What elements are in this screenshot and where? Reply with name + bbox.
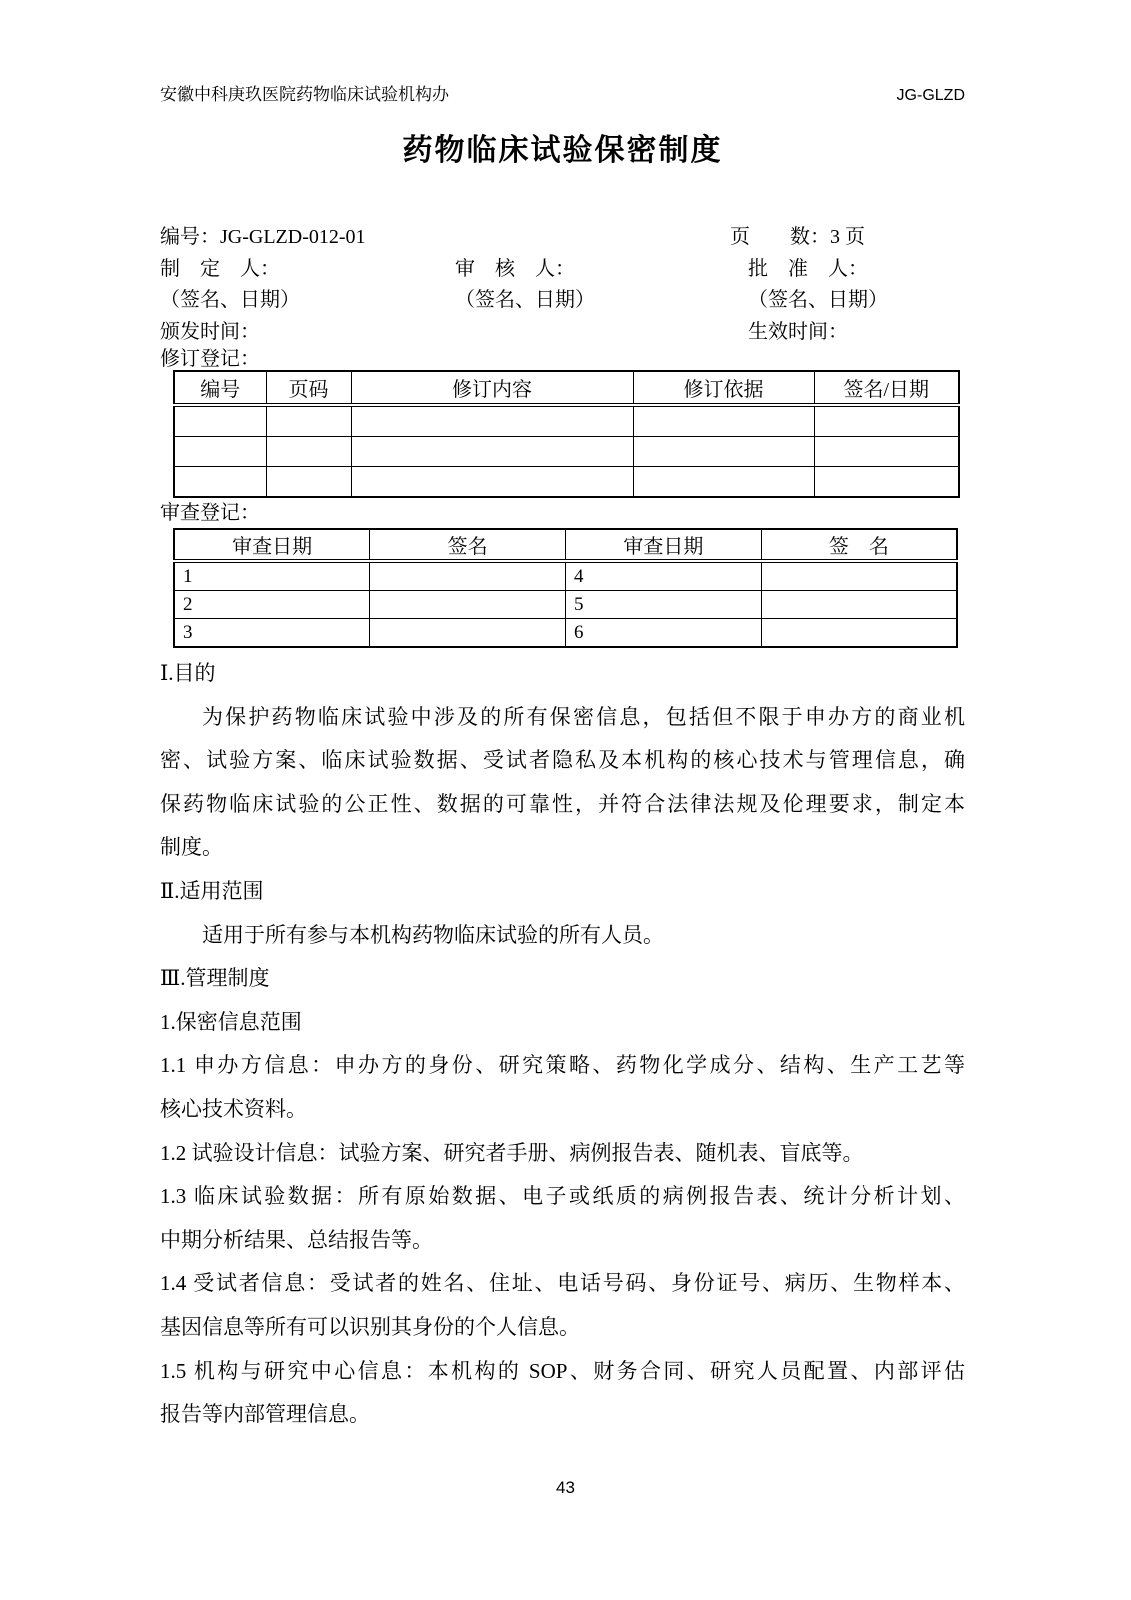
meta-row-4	[160, 317, 965, 349]
revision-col-basis: 修订依据	[633, 371, 814, 405]
review-table	[173, 528, 958, 648]
meta-row-3	[160, 285, 965, 317]
review-row-index: 1	[174, 561, 370, 591]
paragraph-line: 适用于所有参与本机构药物临床试验的所有人员。	[202, 922, 664, 947]
page-header	[160, 80, 965, 102]
page-number: 43	[556, 1478, 575, 1497]
issue-time-label: 颁发时间：	[160, 320, 260, 343]
table-row	[174, 437, 959, 467]
revision-col-no: 编号	[174, 371, 266, 405]
review-col-date-1: 审查日期	[174, 529, 370, 561]
sign-date-note-1: （签名、日期）	[160, 289, 300, 311]
doc-number: 编号：JG-GLZD-012-01	[160, 226, 366, 248]
revision-col-page: 页码	[266, 371, 351, 405]
maker-label: 制 定 人：	[160, 257, 280, 280]
review-row-index: 5	[566, 591, 762, 619]
revision-col-content: 修订内容	[351, 371, 633, 405]
list-item: 报告等内部管理信息。	[160, 1402, 370, 1427]
paragraph-line: 为保护药物临床试验中涉及的所有保密信息，包括但不限于申办方的商业机	[202, 704, 965, 729]
heading-scope: Ⅱ.适用范围	[160, 878, 264, 903]
review-row-index: 3	[174, 619, 370, 648]
reviewer-label: 审 核 人：	[455, 257, 575, 280]
header-doc-code: JG-GLZD	[896, 87, 965, 104]
table-row	[174, 591, 957, 619]
sign-date-note-3: （签名、日期）	[748, 289, 888, 311]
meta-row-2	[160, 254, 965, 286]
list-item: 1.4 受试者信息：受试者的姓名、住址、电话号码、身份证号、病历、生物样本、	[160, 1271, 965, 1296]
review-row-index: 4	[566, 561, 762, 591]
revision-col-sign-date: 签名/日期	[814, 371, 959, 405]
review-row-index: 6	[566, 619, 762, 648]
review-row-index: 2	[174, 591, 370, 619]
table-row	[174, 619, 957, 648]
table-row	[174, 405, 959, 437]
list-item: 1.5 机构与研究中心信息：本机构的 SOP、财务合同、研究人员配置、内部评估	[160, 1358, 965, 1383]
meta-row-5	[160, 348, 965, 370]
meta-block	[160, 222, 965, 370]
meta-row-1	[160, 222, 965, 254]
review-col-sign-2: 签 名	[761, 529, 957, 561]
review-register-label: 审查登记：	[160, 502, 260, 524]
table-row	[174, 561, 957, 591]
list-item: 1.3 临床试验数据：所有原始数据、电子或纸质的病例报告表、统计分析计划、	[160, 1184, 965, 1209]
list-item: 1.1 申办方信息：申办方的身份、研究策略、药物化学成分、结构、生产工艺等	[160, 1053, 965, 1078]
revision-register-label: 修订登记：	[160, 348, 260, 370]
review-col-sign-1: 签名	[370, 529, 566, 561]
revision-table-header-row	[174, 371, 959, 405]
review-col-date-2: 审查日期	[566, 529, 762, 561]
approver-label: 批 准 人：	[748, 257, 868, 280]
list-item: 中期分析结果、总结报告等。	[160, 1227, 433, 1252]
sign-date-note-2: （签名、日期）	[455, 289, 595, 311]
revision-table	[173, 370, 960, 498]
heading-purpose: Ⅰ.目的	[160, 661, 216, 685]
page-count: 页 数：3 页	[730, 226, 865, 248]
header-org-name: 安徽中科庚玖医院药物临床试验机构办	[160, 85, 449, 104]
table-row	[174, 467, 959, 498]
heading-management: Ⅲ.管理制度	[160, 966, 270, 991]
document-title: 药物临床试验保密制度	[402, 134, 723, 167]
list-item: 基因信息等所有可以识别其身份的个人信息。	[160, 1314, 580, 1339]
list-item: 1.保密信息范围	[160, 1009, 302, 1034]
list-item: 1.2 试验设计信息：试验方案、研究者手册、病例报告表、随机表、盲底等。	[160, 1140, 864, 1165]
paragraph-line: 保药物临床试验的公正性、数据的可靠性，并符合法律法规及伦理要求，制定本	[160, 791, 965, 816]
review-table-header-row	[174, 529, 957, 561]
paragraph-line: 密、试验方案、临床试验数据、受试者隐私及本机构的核心技术与管理信息，确	[160, 748, 965, 773]
effective-time-label: 生效时间：	[748, 320, 848, 343]
document-body	[160, 652, 965, 1437]
list-item: 核心技术资料。	[160, 1096, 307, 1121]
paragraph-line: 制度。	[160, 835, 223, 860]
